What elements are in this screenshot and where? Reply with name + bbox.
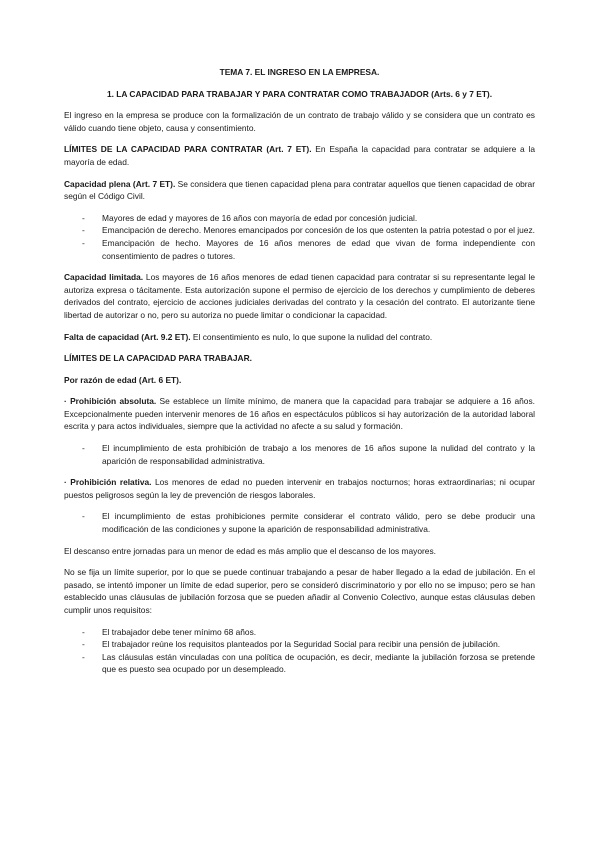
section-heading: 1. LA CAPACIDAD PARA TRABAJAR Y PARA CONTRATAR COMO TRABAJADOR (Arts. 6 y 7 ET).: [106, 88, 493, 99]
contract-limits-heading: LÍMITES DE LA CAPACIDAD PARA CONTRATAR (Art. 7 ET).: [64, 144, 312, 155]
list-item: [64, 626, 535, 639]
list-item: [64, 212, 535, 225]
list-item-text: Mayores de edad y mayores de 16 años con mayoría de edad por concesión judicial.: [102, 212, 418, 223]
age-heading: Por razón de edad (Art. 6 ET).: [64, 374, 182, 385]
dash-bullet: -: [82, 651, 85, 662]
list-item: [64, 651, 535, 676]
relative-prohibition-text: Los menores de edad no pueden intervenir en trabajos nocturnos; horas extraordinarias; ni ocupar puestos peligrosos según la ley de prevención de riesgos laborales.: [64, 477, 535, 500]
limited-capacity-paragraph: [64, 271, 535, 321]
list-item-text: El incumplimiento de estas prohibiciones permite considerar el contrato válido, pero se debe producir una modificación de las condiciones y supone la aparición de responsabilidad administrativa.: [102, 511, 535, 535]
list-item: [64, 638, 535, 651]
contract-limits-paragraph: [64, 143, 535, 168]
intro-paragraph: El ingreso en la empresa se produce con la formalización de un contrato de trabajo válido y se considera que un contrato es válido cuando tiene objeto, causa y consentimiento.: [64, 110, 535, 133]
lack-capacity-text: El consentimiento es nulo, lo que supone la nulidad del contrato.: [190, 331, 433, 342]
list-item: [64, 510, 535, 535]
full-capacity-heading: Capacidad plena (Art. 7 ET).: [64, 178, 176, 189]
dash-bullet: -: [82, 212, 85, 223]
dash-bullet: -: [82, 225, 85, 236]
list-item-text: Las cláusulas están vinculadas con una política de ocupación, es decir, mediante la jubilación forzosa se pretende que es puesto sea ocupado por un desempleado.: [102, 651, 535, 675]
full-capacity-paragraph: [64, 178, 535, 203]
absolute-prohibition-list: [64, 442, 535, 467]
full-capacity-list: [64, 212, 535, 262]
list-item-text: El incumplimiento de esta prohibición de trabajo a los menores de 16 años supone la nulidad del contrato y la aparición de responsabilidad administrativa.: [102, 443, 535, 466]
relative-prohibition-list: [64, 510, 535, 535]
limited-capacity-text: Los mayores de 16 años menores de edad tienen capacidad para contratar si su representante legal le autoriza expresa o tácitamente. Esta autorización supone el permiso de ejercicio de los derechos y cumplimiento de deberes derivados del contrato, ejercicio de acciones judiciales derivadas del contrato y la cesación del contrato. El autorizante tiene libertad de autorizar o no, pero su autoriza no puede limitar o condicionar la capacidad.: [64, 272, 535, 320]
full-capacity-text: Se considera que tienen capacidad plena para contratar aquellos que tienen capacidad de obrar según el Código Civil.: [64, 178, 535, 202]
absolute-prohibition-heading: · Prohibición absoluta.: [64, 396, 157, 407]
relative-prohibition-heading: · Prohibición relativa.: [64, 477, 152, 488]
retirement-requirements-list: [64, 626, 535, 676]
work-limits-heading: LÍMITES DE LA CAPACIDAD PARA TRABAJAR.: [64, 353, 252, 364]
list-item: [64, 237, 535, 262]
lack-capacity-paragraph: [64, 331, 535, 344]
list-item-text: Emancipación de derecho. Menores emancipados por concesión de los que ostenten la patria potestad o por el juez.: [102, 225, 535, 236]
list-item: [64, 442, 535, 467]
list-item-text: Emancipación de hecho. Mayores de 16 años menores de edad que vivan de forma independiente con consentimiento de padres o tutores.: [102, 237, 535, 261]
dash-bullet: -: [82, 237, 85, 248]
lack-capacity-heading: Falta de capacidad (Art. 9.2 ET).: [64, 331, 191, 342]
list-item-text: El trabajador reúne los requisitos planteados por la Seguridad Social para recibir una pensión de jubilación.: [102, 639, 501, 650]
document-title: TEMA 7. EL INGRESO EN LA EMPRESA.: [219, 67, 380, 77]
dash-bullet: -: [82, 511, 85, 522]
dash-bullet: -: [82, 639, 85, 650]
list-item: [64, 224, 535, 237]
dash-bullet: -: [82, 626, 85, 637]
limited-capacity-heading: Capacidad limitada.: [64, 272, 144, 283]
retirement-paragraph: No se fija un límite superior, por lo que se puede continuar trabajando a pesar de haber llegado a la edad de jubilación. En el pasado, se intentó imponer un límite de edad superior, pero se consideró discriminatorio y por ello no se impuso; pero se han establecido unas cláusulas de jubilación forzosa que se pueden añadir al Convenio Colectivo, aunque estas cláusulas deben cumplir unos requisitos:: [64, 567, 535, 615]
document-page: [64, 66, 535, 685]
contract-limits-text: En España la capacidad para contratar se adquiere a la mayoría de edad.: [64, 144, 535, 167]
relative-prohibition-paragraph: [64, 476, 535, 501]
absolute-prohibition-paragraph: [64, 395, 535, 433]
rest-paragraph: El descanso entre jornadas para un menor de edad es más amplio que el descanso de los mayores.: [64, 545, 436, 556]
list-item-text: El trabajador debe tener mínimo 68 años.: [102, 626, 257, 637]
absolute-prohibition-text: Se establece un límite mínimo, de manera que la capacidad para trabajar se adquiere a 16 años. Excepcionalmente pueden intervenir menores de 16 años en espectáculos públicos si hay autorización de la autoridad laboral escrita y para actos individuales, siempre que la actividad no afecte a su salud y formación.: [64, 396, 535, 432]
dash-bullet: -: [82, 443, 85, 454]
